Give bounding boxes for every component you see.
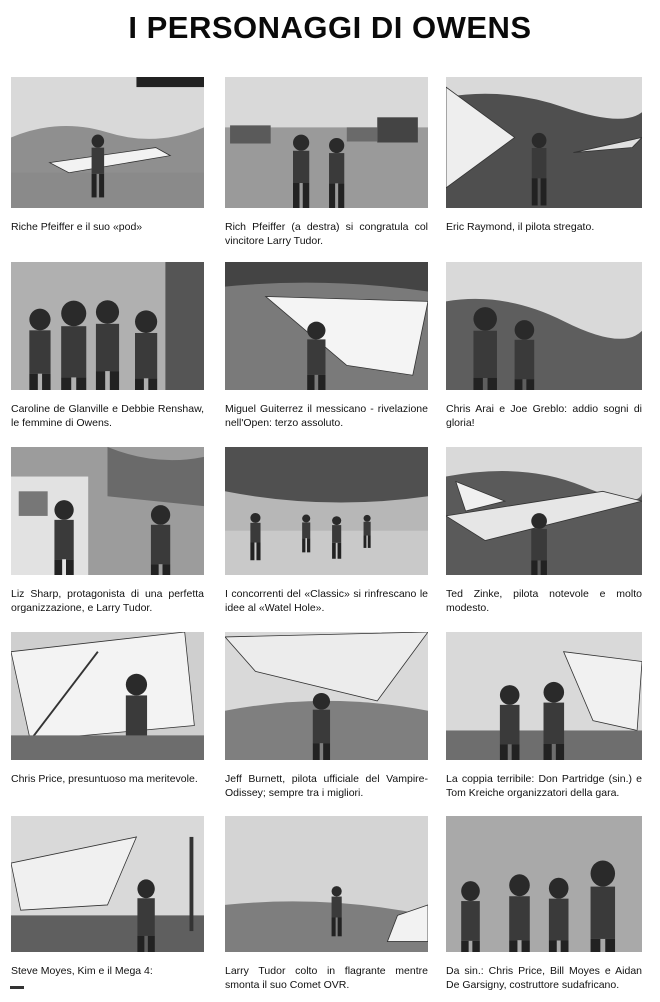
photo-cell <box>11 447 204 625</box>
photo-cell <box>446 447 642 625</box>
photo-cell <box>11 77 204 258</box>
photo-water-hole-trees <box>225 447 428 575</box>
photo-caption: Steve Moyes, Kim e il Mega 4: <box>11 965 153 977</box>
photo-two-men-parking-lot <box>225 77 428 208</box>
photo-two-men-with-glider <box>446 632 642 760</box>
photo-people-by-van <box>11 447 204 575</box>
photo-cell <box>225 632 428 810</box>
page-number-mark <box>10 986 24 989</box>
photo-cell <box>11 262 204 440</box>
photo-cell <box>225 816 428 1002</box>
photo-caption: Chris Arai e Joe Greblo: addio sogni di gloria! <box>446 403 642 429</box>
photo-cell <box>446 77 642 258</box>
photo-man-rigging-glider <box>11 632 204 760</box>
photo-cell <box>11 632 204 810</box>
photo-caption: Larry Tudor colto in flagrante mentre smonta il suo Comet OVR. <box>225 965 428 991</box>
photo-caption: Rich Pfeiffer (a destra) si congratula col vincitore Larry Tudor. <box>225 221 428 247</box>
photo-pilot-under-wing <box>225 262 428 390</box>
photo-caption: Da sin.: Chris Price, Bill Moyes e Aidan De Garsigny, costruttore sudafricano. <box>446 965 642 991</box>
photo-caption: Eric Raymond, il pilota stregato. <box>446 221 595 233</box>
photo-pilot-with-glider <box>446 77 642 208</box>
photo-two-men-hillside <box>446 262 642 390</box>
photo-caption: Ted Zinke, pilota notevole e molto modesto. <box>446 588 642 614</box>
photo-cell <box>446 632 642 810</box>
photo-man-on-launch-field <box>225 816 428 952</box>
photo-caption: Liz Sharp, protagonista di una perfetta organizzazione, e Larry Tudor. <box>11 588 204 614</box>
photo-cell <box>225 262 428 440</box>
photo-group-of-people <box>11 262 204 390</box>
photo-group-of-men-hats <box>446 816 642 952</box>
photo-caption: Riche Pfeiffer e il suo «pod» <box>11 221 143 233</box>
photo-glider-on-ground <box>11 816 204 952</box>
photo-caption: Jeff Burnett, pilota ufficiale del Vampire-Odissey; sempre tra i migliori. <box>225 773 428 799</box>
photo-caption: Miguel Guiterrez il messicano - rivelazione nell'Open: terzo assoluto. <box>225 403 428 429</box>
photo-caption: Caroline de Glanville e Debbie Renshaw, le femmine di Owens. <box>11 403 204 429</box>
photo-man-with-glider-pod <box>11 77 204 208</box>
photo-cell <box>11 816 204 1002</box>
photo-cell <box>446 262 642 440</box>
photo-caption: I concorrenti del «Classic» si rinfrescano le idee al «Watel Hole». <box>225 588 428 614</box>
photo-cell <box>225 77 428 258</box>
photo-caption: La coppia terribile: Don Partridge (sin.) e Tom Kreiche organizzatori della gara. <box>446 773 642 799</box>
photo-cell <box>225 447 428 625</box>
page-title: I PERSONAGGI DI OWENS <box>128 10 532 45</box>
photo-caption: Chris Price, presuntuoso ma meritevole. <box>11 773 198 785</box>
photo-cell <box>446 816 642 1002</box>
photo-pilot-and-gliders <box>446 447 642 575</box>
photo-pilot-seated-under-wing <box>225 632 428 760</box>
